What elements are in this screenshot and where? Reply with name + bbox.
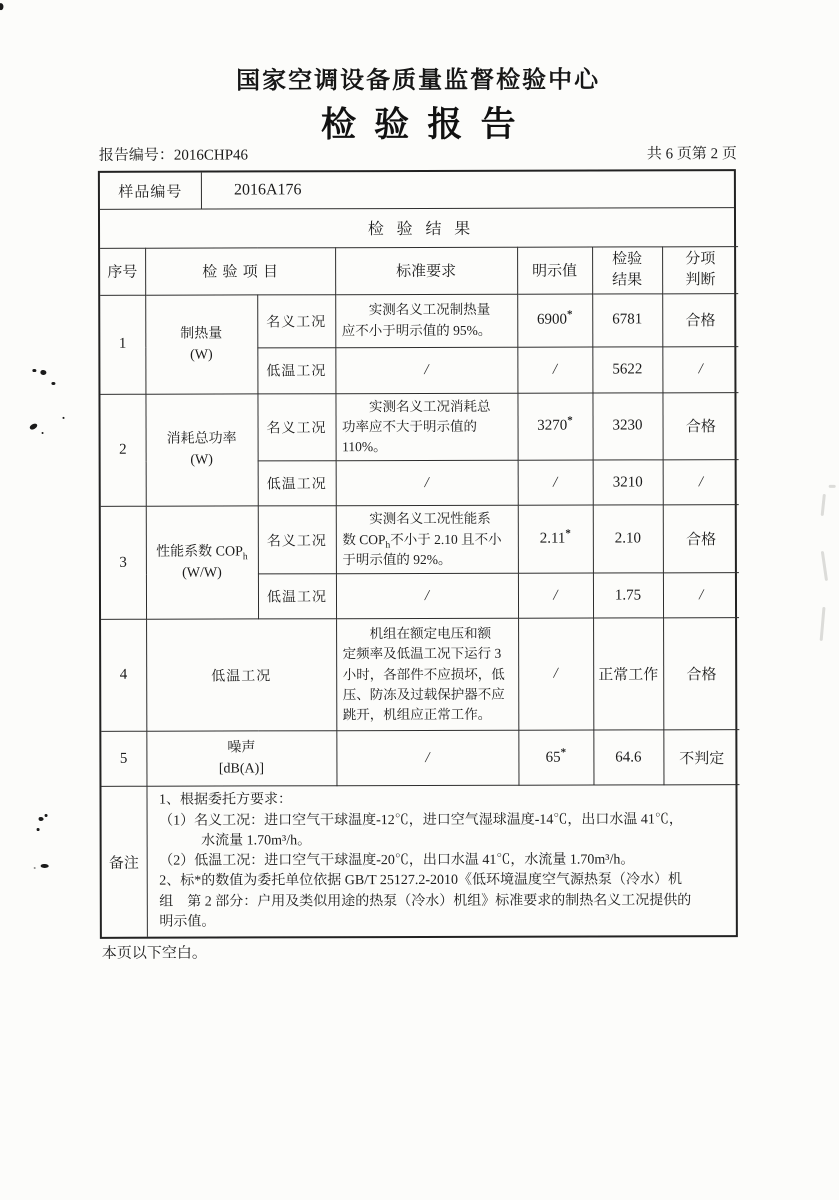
- cell-seq: 2: [100, 394, 145, 507]
- remark-line-1: 1、根据委托方要求：: [159, 792, 293, 808]
- bleed-mark: [821, 551, 828, 581]
- remark-content: [146, 785, 739, 937]
- cell-judgement: 合格: [663, 505, 739, 573]
- cell-declared: /: [518, 573, 593, 618]
- ink-speck: [45, 814, 48, 817]
- col-header-requirement: 标准要求: [335, 247, 517, 294]
- cell-judgement: 合格: [662, 293, 738, 346]
- bleed-mark: [829, 485, 836, 488]
- cell-item-name: 性能系数 $COP_h$ (W/W): [146, 506, 258, 619]
- col-header-judgement: 分项 判断: [662, 246, 738, 293]
- cell-condition: 名义工况: [257, 294, 335, 347]
- results-table: [100, 208, 740, 937]
- cell-judgement: /: [662, 346, 738, 392]
- cell-judgement: 合格: [662, 392, 738, 460]
- ink-speck: [51, 382, 55, 385]
- page-count: 共 6 页第 2 页: [646, 146, 737, 163]
- cell-judgement: 合格: [663, 618, 739, 730]
- cell-declared: 2.11*: [518, 505, 593, 573]
- ink-speck: [39, 817, 44, 821]
- cell-result: 6781: [592, 293, 662, 346]
- inspection-table: [98, 169, 738, 939]
- cell-requirement: 实测名义工况制热量 应不小于明示值的 95%。: [335, 294, 517, 347]
- row1-nominal: [100, 293, 738, 348]
- ink-speck: [0, 3, 3, 10]
- col-header-seq: 序号: [100, 248, 145, 295]
- cell-requirement: /: [336, 573, 518, 618]
- cell-judgement: 不判定: [663, 730, 739, 785]
- org-title: 国家空调设备质量监督检验中心: [236, 66, 601, 95]
- cell-item-name: 噪声 [dB(A)]: [146, 731, 336, 786]
- ink-speck: [32, 369, 36, 372]
- cell-result: 64.6: [593, 730, 663, 785]
- remark-line-2: （1）名义工况：进口空气干球温度-12℃，进口空气湿球温度-14℃，出口水温 41℃， 水流量 1.70m³/h。: [159, 811, 683, 849]
- cell-condition: 名义工况: [258, 506, 336, 574]
- cell-declared: 3270*: [517, 393, 592, 461]
- cell-seq: 1: [100, 295, 145, 394]
- cell-requirement: 实测名义工况消耗总 功率应不大于明示值的 110%。: [335, 393, 517, 461]
- cell-result: 3230: [592, 392, 662, 460]
- cell-declared: /: [518, 460, 593, 505]
- bleed-mark: [821, 494, 826, 516]
- col-header-declared: 明示值: [517, 247, 592, 294]
- cell-declared: 65*: [518, 730, 593, 785]
- cell-requirement: 实测名义工况性能系 数 $COP_h$不小于 2.10 且不小 于明示值的 92%。: [336, 505, 518, 573]
- remark-label-cell: 备注: [101, 786, 146, 937]
- report-meta-line: [99, 142, 737, 165]
- remark-line-4: 2、标*的数值为委托单位依据 GB/T 25127.2-2010《低环境温度空气源热泵（冷水）机 组 第 2 部分：户用及类似用途的热泵（冷水）机组》标准要求的制热名义工况提供的 明示值。: [159, 872, 692, 930]
- cell-condition: 低温工况: [258, 574, 336, 619]
- report-number-label: 报告编号：: [98, 147, 174, 164]
- column-header-row: [100, 246, 738, 295]
- remark-row: [101, 785, 739, 937]
- cell-declared: /: [518, 618, 593, 730]
- cell-declared: 6900*: [517, 294, 592, 347]
- cell-seq: 4: [101, 619, 146, 731]
- cell-result: 5622: [592, 346, 662, 392]
- cell-judgement: /: [663, 460, 739, 505]
- ink-speck: [63, 417, 65, 419]
- row2-nominal: [100, 392, 738, 461]
- cell-requirement: /: [336, 460, 518, 505]
- sample-row: [100, 171, 734, 210]
- ink-speck: [40, 370, 46, 375]
- blank-note: 本页以下空白。: [101, 945, 207, 962]
- doc-title: 检验报告: [320, 104, 534, 145]
- report-number-value: 2016CHP46: [173, 147, 249, 164]
- cell-condition: 低温工况: [258, 461, 336, 506]
- report-number: [99, 143, 248, 164]
- ink-speck: [29, 422, 38, 430]
- cell-condition: 名义工况: [257, 393, 335, 461]
- ink-speck: [37, 828, 40, 831]
- cell-item-name: 制热量 (W): [145, 294, 257, 393]
- row4: [101, 618, 739, 732]
- cell-condition: 低温工况: [257, 347, 335, 393]
- results-band-row: [100, 208, 738, 248]
- ink-speck: [41, 864, 49, 868]
- ink-speck: [34, 867, 36, 869]
- cell-requirement: 机组在额定电压和额 定频率及低温工况下运行 3 小时，各部件不应损坏，低 压、防冻及过载保护器不应 跳开，机组应正常工作。: [336, 618, 518, 730]
- cell-requirement: /: [335, 347, 517, 393]
- row3-nominal: [101, 505, 739, 575]
- ink-speck: [42, 432, 44, 434]
- results-band: 检验结果: [100, 208, 738, 248]
- col-header-result: 检验 结果: [592, 246, 662, 293]
- cell-item-name: 低温工况: [146, 619, 336, 731]
- cell-result: 3210: [593, 460, 663, 505]
- cell-result: 2.10: [593, 505, 663, 573]
- sample-label-cell: 样品编号: [100, 173, 202, 209]
- cell-judgement: /: [663, 573, 739, 618]
- cell-item-name: 消耗总功率 (W): [145, 393, 257, 506]
- cell-seq: 5: [101, 731, 146, 786]
- sample-value-cell: 2016A176: [233, 181, 302, 199]
- cell-declared: /: [517, 347, 592, 393]
- row5: [101, 730, 739, 787]
- cell-result: 1.75: [593, 573, 663, 618]
- cell-result: 正常工作: [593, 618, 663, 730]
- remark-line-3: （2）低温工况：进口空气干球温度-20℃，出口水温 41℃，水流量 1.70m³/h。: [159, 852, 635, 869]
- cell-seq: 3: [101, 506, 146, 619]
- col-header-item: 检验项目: [145, 247, 335, 294]
- cell-requirement: /: [336, 730, 518, 785]
- bleed-mark: [820, 607, 826, 641]
